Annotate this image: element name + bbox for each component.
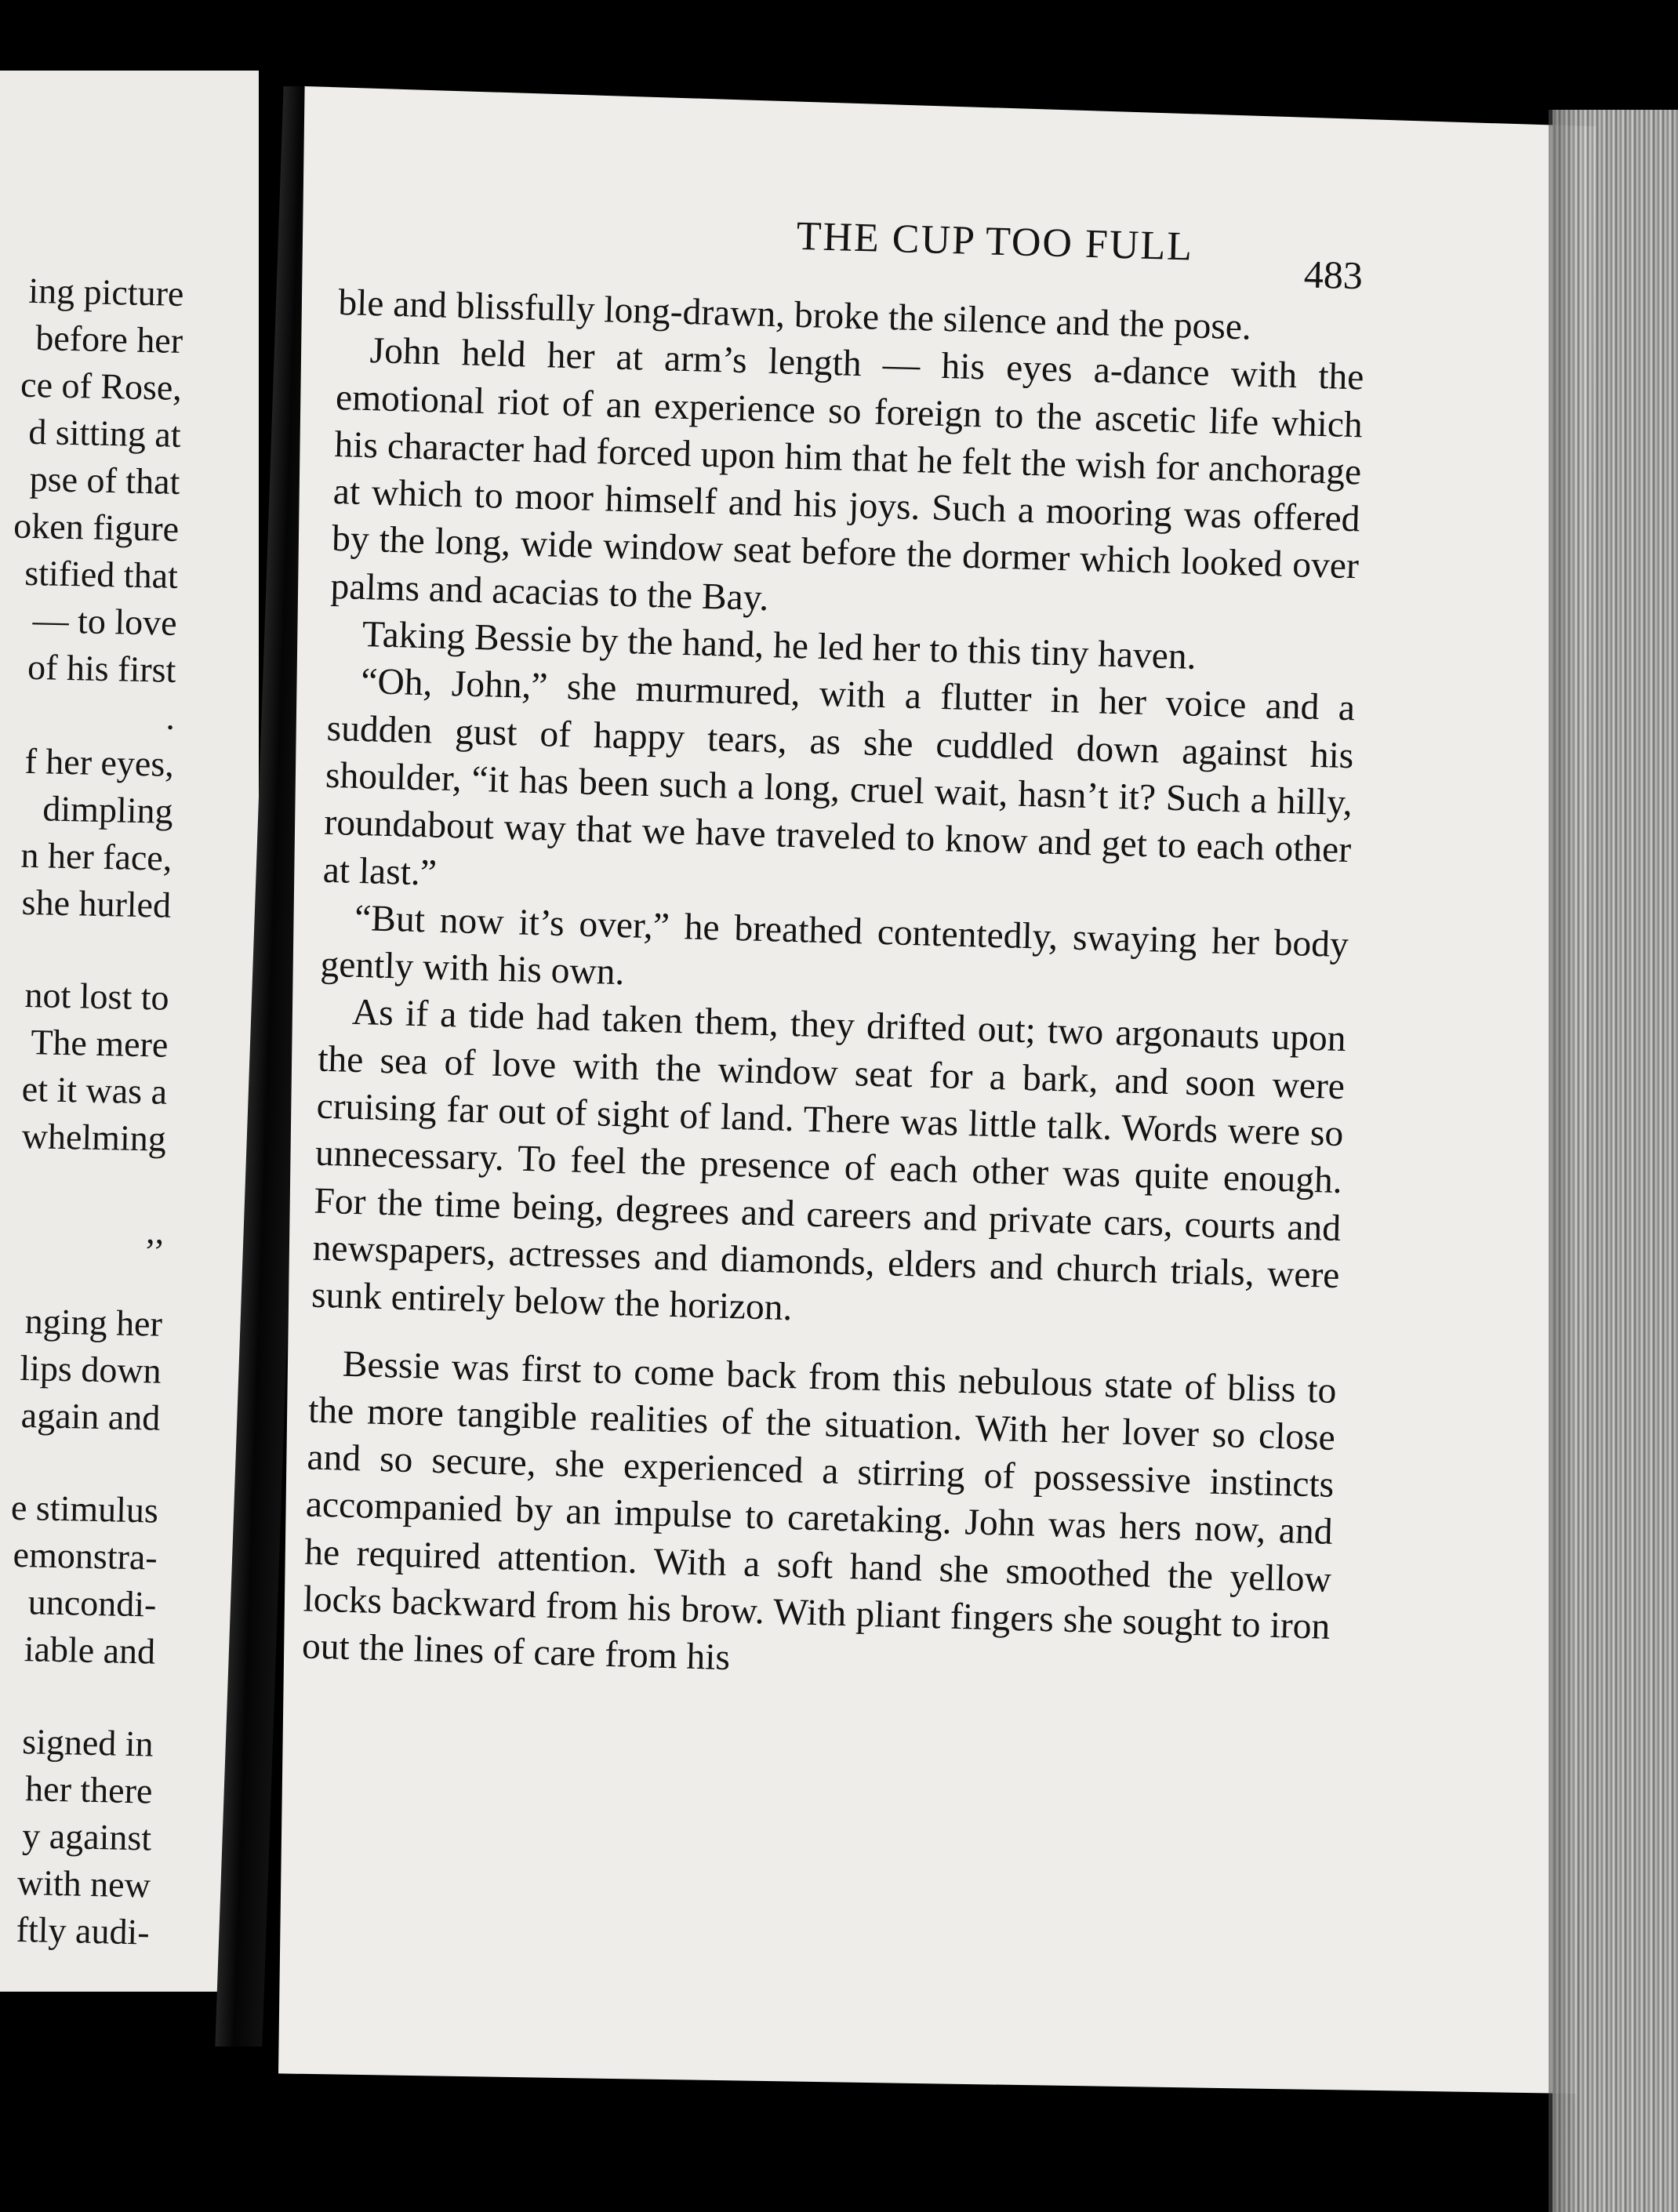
paragraph: “But now it’s over,” he breathed contentedly, swaying her body gently with his own. bbox=[319, 897, 1349, 993]
running-head: THE CUP TOO FULL bbox=[796, 213, 1194, 270]
paragraph: Bessie was first to come back from this nebulous state of bliss to the more tangible realities of the situation. With her lover so close and so secure, she experienced a stirring of possessive instincts accompanied by an impulse to caretaking. John was hers now, and he required attention. With a soft hand she smoothed the yellow locks backward from his brow. With pliant fingers she sought to iron out the lines of care from his bbox=[301, 1343, 1338, 1679]
previous-page-line: uncondi- bbox=[27, 1582, 157, 1625]
previous-page-line: iable and bbox=[24, 1629, 156, 1672]
paragraph: As if a tide had taken them, they drifted out; two argonauts upon the sea of love with the window seat for a bark, and soon were cruising far out of sight of land. There was little talk. Words were so unnecessary. To feel the presence of each other was quite enough. For the time being, degrees and careers and private cars, courts and newspapers, actresses and diamonds, elders and church trials, were sunk entirely below the horizon. bbox=[311, 992, 1347, 1329]
previous-page-line: ftly audi- bbox=[16, 1909, 151, 1952]
previous-page-line: nging her bbox=[24, 1301, 163, 1344]
previous-page-line: e stimulus bbox=[10, 1487, 159, 1531]
previous-page-line: y against bbox=[21, 1815, 152, 1858]
previous-page-line: signed in bbox=[21, 1721, 154, 1764]
previous-page-line: oken figure bbox=[13, 505, 180, 549]
previous-page-line: before her bbox=[35, 318, 183, 361]
page-number: 483 bbox=[1303, 252, 1364, 298]
previous-page-line: pse of that bbox=[29, 458, 180, 502]
previous-page-line: she hurled bbox=[21, 881, 172, 925]
previous-page-line: dimpling bbox=[42, 788, 174, 831]
previous-page-line: d sitting at bbox=[27, 411, 182, 455]
previous-page-line: — to love bbox=[32, 600, 178, 643]
previous-page-line: et it was a bbox=[21, 1068, 168, 1112]
paragraph: “Oh, John,” she murmured, with a flutter in her voice and a sudden gust of happy tears, as she cuddled down against his shoulder, “it has been such a long, cruel wait, hasn’t it? Such a hilly, roundabout way that we have traveled to know and get to each other at last.” bbox=[322, 661, 1356, 894]
previous-page-line: ce of Rose, bbox=[20, 364, 183, 408]
previous-page-line: ing picture bbox=[27, 270, 184, 314]
page-edge-shadow bbox=[1549, 110, 1580, 2212]
previous-page-line: f her eyes, bbox=[24, 740, 175, 784]
previous-page-line: lips down bbox=[19, 1347, 162, 1391]
previous-page-line: ,, bbox=[145, 1211, 165, 1251]
previous-page-line: her there bbox=[24, 1768, 153, 1811]
previous-page-line: with new bbox=[16, 1861, 151, 1905]
previous-page-line: whelming bbox=[21, 1115, 167, 1159]
previous-page-line: n her face, bbox=[20, 834, 173, 878]
body-text bbox=[301, 279, 1366, 1698]
previous-page-line: The mere bbox=[30, 1022, 169, 1065]
previous-page-line: again and bbox=[20, 1394, 161, 1438]
paragraph: ble and blissfully long-drawn, broke the silence and the pose. bbox=[337, 282, 1252, 348]
previous-page-line: stified that bbox=[24, 552, 179, 596]
previous-page bbox=[0, 71, 259, 1992]
previous-page-text bbox=[0, 260, 184, 1956]
paragraph: Taking Bessie by the hand, he led her to this tiny haven. bbox=[361, 614, 1197, 677]
paragraph: John held her at arm’s length — his eyes a-dance with the emotional riot of an experience so foreign to the ascetic life which his character had forced upon him that he felt the wish for anchorage at which to moor himself and his joys. Such a mooring was offered by the long, wide window seat before the dormer which looked over palms and acacias to the Bay. bbox=[329, 330, 1365, 619]
previous-page-line: of his first bbox=[27, 646, 176, 690]
previous-page-line: emonstra- bbox=[13, 1534, 158, 1578]
previous-page-line: not lost to bbox=[24, 974, 170, 1018]
previous-page-line: . bbox=[165, 696, 176, 737]
